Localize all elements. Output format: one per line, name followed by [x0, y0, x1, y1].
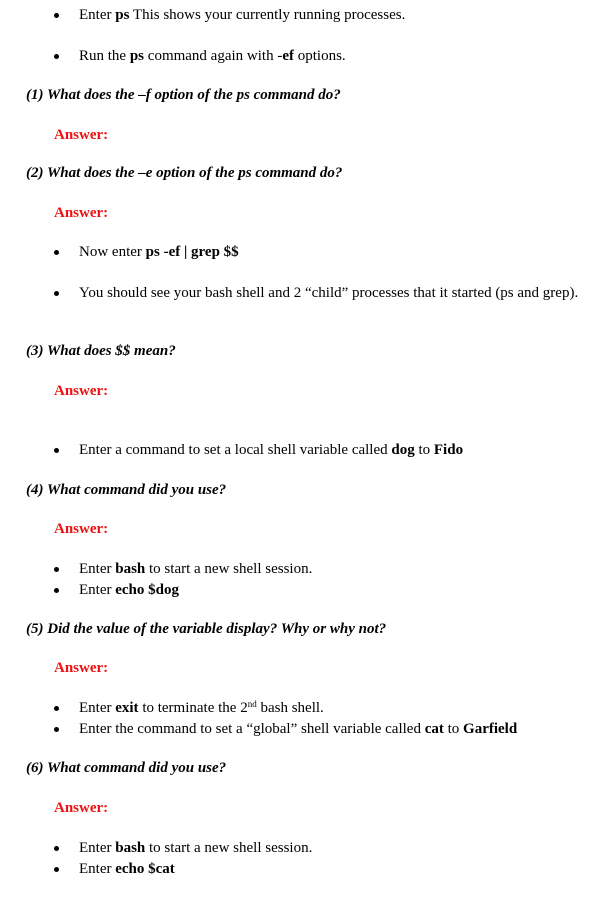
bullet-text: [79, 441, 463, 460]
bold-term: ps: [115, 7, 130, 23]
answer-label: Answer:: [54, 521, 109, 537]
bullet-text: [79, 560, 312, 579]
question-heading: (3) What does $$ mean?: [26, 343, 176, 359]
question-heading: (4) What command did you use?: [26, 482, 227, 498]
bold-term: exit: [115, 700, 139, 716]
text-run: to: [443, 721, 464, 737]
bullet-text: [79, 860, 175, 879]
text-run: Enter: [79, 840, 116, 856]
bold-term: Fido: [433, 442, 464, 458]
text-run: nd: [247, 699, 257, 709]
bullet-dot-icon: [54, 727, 59, 732]
bold-term: cat: [424, 721, 444, 737]
text-run: Enter: [79, 861, 116, 877]
bullet-dot-icon: [54, 867, 59, 872]
bullet-text: [79, 284, 598, 303]
bold-term: ps -ef | grep $$: [145, 244, 239, 260]
answer-label: Answer:: [54, 205, 109, 221]
bullet-text: [79, 581, 179, 600]
question-heading: (6) What command did you use?: [26, 760, 227, 776]
answer-label: Answer:: [54, 383, 109, 399]
text-run: Now enter: [79, 244, 146, 260]
bold-term: bash: [115, 840, 146, 856]
text-run: This shows your currently running processes.: [129, 7, 406, 23]
bullet-text: [79, 243, 239, 262]
bullet-dot-icon: [54, 54, 59, 59]
bullet-dot-icon: [54, 291, 59, 296]
text-run: Run the: [79, 48, 130, 64]
text-run: to start a new shell session.: [145, 561, 313, 577]
bold-term: ef: [282, 48, 294, 64]
text-run: command again with -: [144, 48, 283, 64]
text-run: bash shell.: [256, 700, 324, 716]
bold-term: echo $dog: [115, 582, 179, 598]
bullet-text: [79, 47, 346, 66]
bullet-text: [79, 839, 312, 858]
answer-label: Answer:: [54, 127, 109, 143]
bullet-text: [79, 6, 405, 25]
question-heading: (1) What does the –f option of the ps command do?: [26, 87, 341, 103]
bullet-dot-icon: [54, 13, 59, 18]
bullet-dot-icon: [54, 448, 59, 453]
bold-term: dog: [391, 442, 415, 458]
bullet-dot-icon: [54, 250, 59, 255]
bold-term: Garfield: [463, 721, 518, 737]
text-run: Enter the command to set a “global” shell variable called: [79, 721, 425, 737]
question-heading: (2) What does the –e option of the ps command do?: [26, 165, 343, 181]
text-run: Enter: [79, 700, 116, 716]
bold-term: bash: [115, 561, 146, 577]
bold-term: echo $cat: [115, 861, 175, 877]
question-heading: (5) Did the value of the variable display? Why or why not?: [26, 621, 387, 637]
bullet-dot-icon: [54, 588, 59, 593]
text-run: Enter: [79, 7, 116, 23]
text-run: Enter: [79, 582, 116, 598]
bullet-dot-icon: [54, 706, 59, 711]
answer-label: Answer:: [54, 660, 109, 676]
text-run: Enter a command to set a local shell variable called: [79, 442, 392, 458]
bullet-text: [79, 720, 517, 739]
answer-label: Answer:: [54, 800, 109, 816]
bullet-text: [79, 699, 324, 718]
text-run: Enter: [79, 561, 116, 577]
text-run: options.: [293, 48, 346, 64]
text-run: You should see your bash shell and 2 “child” processes that it started (ps and grep).: [79, 285, 579, 301]
text-run: to terminate the 2: [138, 700, 248, 716]
text-run: to start a new shell session.: [145, 840, 313, 856]
bullet-dot-icon: [54, 567, 59, 572]
bullet-dot-icon: [54, 846, 59, 851]
text-run: to: [414, 442, 434, 458]
bold-term: ps: [129, 48, 145, 64]
